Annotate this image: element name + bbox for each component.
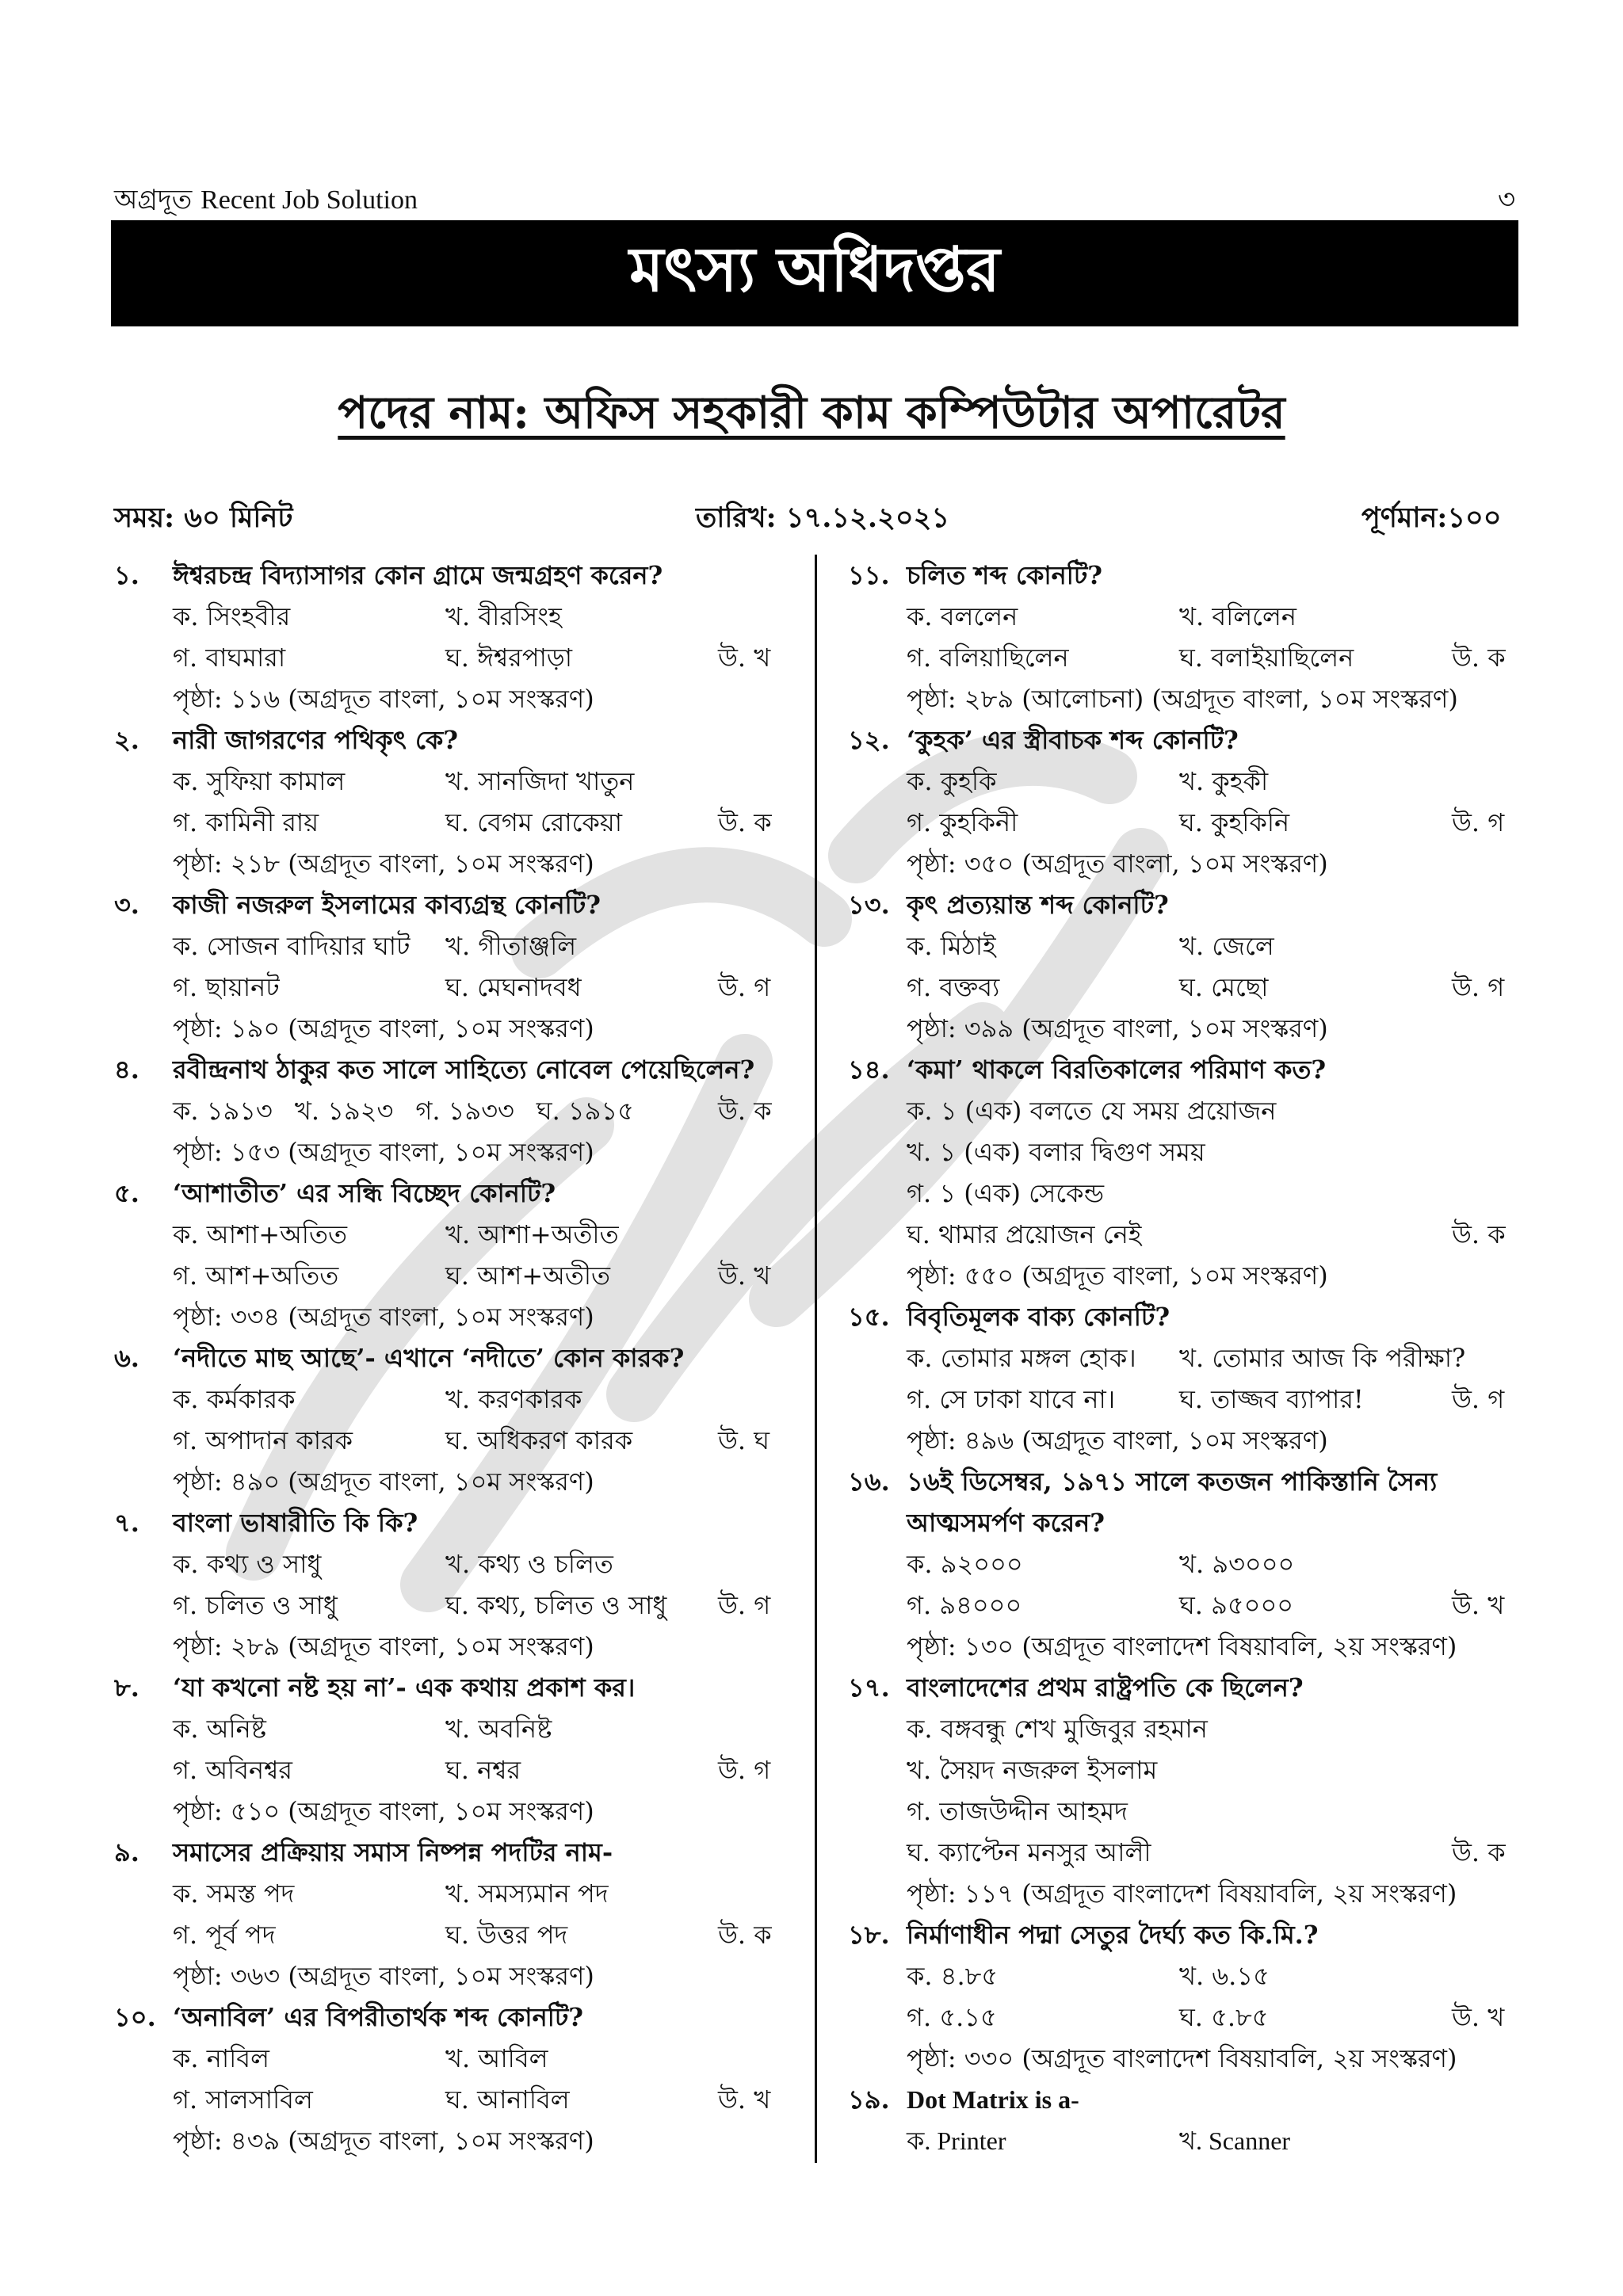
answer-key: উ. গ	[718, 972, 771, 1002]
department-banner	[111, 220, 1518, 326]
options-row	[114, 1914, 799, 1955]
options-row	[848, 925, 1529, 967]
reference-line: পৃষ্ঠা: ৪৯০ (অগ্রদূত বাংলা, ১০ম সংস্করণ)	[173, 1466, 594, 1497]
options-inline	[173, 1090, 656, 1131]
question-text: চলিত শব্দ কোনটি?	[907, 560, 1103, 590]
option-d: ঘ. মেছো	[1179, 972, 1269, 1002]
running-header	[114, 179, 418, 224]
question-number: ১০.	[114, 2002, 156, 2032]
option: ক. বঙ্গবন্ধু শেখ মুজিবুর রহমান	[907, 1714, 1208, 1744]
option-a: ক. সমস্ত পদ	[173, 1878, 295, 1909]
option-d: ঘ. আশ+অতীত	[445, 1261, 611, 1291]
question-item	[114, 719, 799, 884]
option-b: খ. জেলে	[1179, 931, 1274, 961]
question-text: নারী জাগরণের পথিকৃৎ কে?	[173, 725, 459, 755]
options-row	[114, 802, 799, 843]
option-row	[848, 1173, 1529, 1214]
answer-key: উ. গ	[718, 1755, 771, 1785]
question-item	[114, 1997, 799, 2161]
question-item	[848, 2079, 1529, 2161]
question-number: ৬.	[114, 1343, 139, 1373]
reference-line: পৃষ্ঠা: ১১৭ (অগ্রদূত বাংলাদেশ বিষয়াবলি, ২য় সংস্করণ)	[907, 1878, 1457, 1909]
option: গ. তাজউদ্দীন আহমদ	[907, 1796, 1128, 1826]
full-marks: পূর্ণমান:১০০	[1361, 502, 1502, 534]
question-number: ২.	[114, 725, 139, 755]
option-c: গ. ৫.১৫	[907, 2002, 997, 2032]
question-text: Dot Matrix is a-	[907, 2085, 1079, 2114]
question-item	[848, 1914, 1529, 2079]
question-text: বাংলা ভাষারীতি কি কি?	[173, 1508, 418, 1538]
question-item	[848, 555, 1529, 719]
option: খ. ১৯২৩	[294, 1096, 394, 1126]
option-c: গ. ৯৪০০০	[907, 1590, 1022, 1620]
question-text: কৃৎ প্রত্যয়ান্ত শব্দ কোনটি?	[907, 890, 1169, 920]
question-item	[114, 1832, 799, 1997]
question-line	[848, 2079, 1529, 2120]
question-item	[848, 1667, 1529, 1914]
options-row	[114, 967, 799, 1008]
option-b: খ. কথ্য ও চলিত	[445, 1549, 613, 1579]
answer-key: উ. ঘ	[718, 1425, 770, 1455]
question-line	[114, 1667, 799, 1708]
page-number: ৩	[1498, 184, 1516, 215]
option-a: ক. কথ্য ও সাধু	[173, 1549, 322, 1579]
question-item	[114, 1049, 799, 1173]
option-d: ঘ. আনাবিল	[445, 2084, 570, 2115]
option-d: ঘ. ৫.৮৫	[1179, 2002, 1269, 2032]
question-text: ঈশ্বরচন্দ্র বিদ্যাসাগর কোন গ্রামে জন্মগ্রহণ করেন?	[173, 560, 663, 590]
options-row	[114, 1090, 799, 1131]
options-row	[114, 1708, 799, 1749]
option-b: খ. Scanner	[1179, 2126, 1291, 2155]
option-row	[848, 1749, 1529, 1791]
option-b: খ. তোমার আজ কি পরীক্ষা?	[1179, 1343, 1466, 1373]
answer-key: উ. ক	[1452, 1219, 1506, 1249]
option-a: ক. ৯২০০০	[907, 1549, 1023, 1579]
question-item	[848, 1049, 1529, 1296]
answer-key: উ. খ	[718, 643, 771, 673]
question-line	[114, 1502, 799, 1543]
option-a: ক. Printer	[907, 2126, 1006, 2155]
option: খ. ১ (এক) বলার দ্বিগুণ সময়	[907, 1137, 1205, 1167]
question-text: ‘যা কখনো নষ্ট হয় না’- এক কথায় প্রকাশ কর।	[173, 1672, 636, 1703]
option-a: ক. সুফিয়া কামাল	[173, 766, 346, 796]
question-line	[848, 884, 1529, 925]
question-line	[114, 555, 799, 596]
question-text: ‘আশাতীত’ এর সন্ধি বিচ্ছেদ কোনটি?	[173, 1178, 556, 1208]
option-a: ক. অনিষ্ট	[173, 1714, 266, 1744]
question-item	[848, 1461, 1529, 1667]
options-row	[114, 2038, 799, 2079]
option-d: ঘ. নশ্বর	[445, 1755, 521, 1785]
option-a: ক. বললেন	[907, 601, 1018, 631]
header-brand-bn: অগ্রদূত	[114, 184, 193, 215]
option-c: গ. বাঘমারা	[173, 643, 286, 673]
option-b: খ. সানজিদা খাতুন	[445, 766, 635, 796]
option-c: গ. ছায়ানট	[173, 972, 280, 1002]
question-item	[848, 719, 1529, 884]
reference-line: পৃষ্ঠা: ৫১০ (অগ্রদূত বাংলা, ১০ম সংস্করণ)	[173, 1796, 594, 1826]
question-item	[114, 1337, 799, 1502]
option-c: গ. চলিত ও সাধু	[173, 1590, 338, 1620]
question-item	[848, 884, 1529, 1049]
post-title: পদের নাম: অফিস সহকারী কাম কম্পিউটার অপারেটর	[338, 387, 1285, 439]
right-question-column	[848, 555, 1529, 2161]
question-number: ৪.	[114, 1055, 139, 1085]
option-b: খ. সমস্যমান পদ	[445, 1878, 609, 1909]
question-number: ১৯.	[848, 2084, 890, 2115]
question-line	[114, 1337, 799, 1379]
option-a: ক. নাবিল	[173, 2043, 269, 2073]
option-c: গ. অপাদান কারক	[173, 1425, 353, 1455]
question-number: ৮.	[114, 1672, 139, 1703]
options-row	[114, 1873, 799, 1914]
exam-date: তারিখ: ১৭.১২.২০২১	[696, 502, 950, 534]
question-line	[114, 884, 799, 925]
answer-key: উ. গ	[1452, 972, 1505, 1002]
option-c: গ. আশ+অতিত	[173, 1261, 339, 1291]
answer-key: উ. ক	[1452, 643, 1506, 673]
option-row	[848, 1090, 1529, 1131]
answer-key: উ. খ	[718, 1261, 771, 1291]
question-item	[114, 555, 799, 719]
banner-title: মৎস্য অধিদপ্তর	[629, 234, 1000, 306]
question-number: ১৫.	[848, 1302, 890, 1332]
question-line	[114, 1049, 799, 1090]
header-brand-en: Recent Job Solution	[200, 185, 418, 215]
options-row	[114, 596, 799, 637]
option-b: খ. কুহকী	[1179, 766, 1269, 796]
options-row	[848, 637, 1529, 678]
option-c: গ. সে ঢাকা যাবে না।	[907, 1384, 1116, 1414]
options-row	[114, 1543, 799, 1585]
option-b: খ. গীতাঞ্জলি	[445, 931, 577, 961]
question-line	[114, 1173, 799, 1214]
question-item	[114, 1173, 799, 1337]
option-c: গ. বক্তব্য	[907, 972, 1000, 1002]
question-number: ১৮.	[848, 1920, 890, 1950]
option-c: গ. সালসাবিল	[173, 2084, 313, 2115]
question-number: ১৬.	[848, 1466, 890, 1497]
answer-key: উ. খ	[718, 2084, 771, 2115]
question-number: ১.	[114, 560, 139, 590]
question-line	[848, 1461, 1529, 1502]
answer-key: উ. গ	[1452, 1384, 1505, 1414]
answer-key: উ. ক	[718, 1096, 772, 1126]
reference-line: পৃষ্ঠা: ৪৩৯ (অগ্রদূত বাংলা, ১০ম সংস্করণ)	[173, 2126, 594, 2156]
options-row	[114, 1749, 799, 1791]
question-line	[848, 1049, 1529, 1090]
option-d: ঘ. অধিকরণ কারক	[445, 1425, 633, 1455]
question-number: ৭.	[114, 1508, 139, 1538]
option-d: ঘ. কুহকিনি	[1179, 807, 1290, 837]
question-line	[114, 1832, 799, 1873]
options-row	[114, 1255, 799, 1296]
question-text: সমাসের প্রক্রিয়ায় সমাস নিষ্পন্ন পদটির নাম-	[173, 1837, 613, 1867]
option: খ. সৈয়দ নজরুল ইসলাম	[907, 1755, 1158, 1785]
options-row	[114, 1585, 799, 1626]
question-number: ৯.	[114, 1837, 139, 1867]
option: ঘ. ক্যাপ্টেন মনসুর আলী	[907, 1837, 1151, 1867]
question-number: ১৭.	[848, 1672, 890, 1703]
options-row	[848, 1379, 1529, 1420]
options-row	[114, 1379, 799, 1420]
answer-key: উ. গ	[1452, 807, 1505, 837]
options-row	[848, 802, 1529, 843]
option: গ. ১ (এক) সেকেন্ড	[907, 1178, 1105, 1208]
left-question-column	[114, 555, 799, 2161]
options-row	[114, 925, 799, 967]
answer-key: উ. ক	[718, 807, 772, 837]
option-a: ক. ৪.৮৫	[907, 1961, 999, 1991]
reference-line: পৃষ্ঠা: ১৯০ (অগ্রদূত বাংলা, ১০ম সংস্করণ)	[173, 1013, 594, 1043]
question-number: ১২.	[848, 725, 890, 755]
options-row	[114, 761, 799, 802]
option-b: খ. আবিল	[445, 2043, 548, 2073]
answer-key: উ. খ	[1452, 2002, 1505, 2032]
options-row	[848, 596, 1529, 637]
option-d: ঘ. ৯৫০০০	[1179, 1590, 1294, 1620]
option-b: খ. বীরসিংহ	[445, 601, 562, 631]
reference-line: পৃষ্ঠা: ২১৮ (অগ্রদূত বাংলা, ১০ম সংস্করণ)	[173, 849, 594, 879]
reference-line: পৃষ্ঠা: ৩৫০ (অগ্রদূত বাংলা, ১০ম সংস্করণ)	[907, 849, 1328, 879]
question-text: ১৬ই ডিসেম্বর, ১৯৭১ সালে কতজন পাকিস্তানি সৈন্য	[907, 1466, 1438, 1497]
options-row	[848, 1585, 1529, 1626]
option-d: ঘ. উত্তর পদ	[445, 1920, 568, 1950]
option-a: ক. মিঠাই	[907, 931, 996, 961]
answer-key: উ. খ	[1452, 1590, 1505, 1620]
options-row	[848, 1955, 1529, 1997]
option-a: ক. তোমার মঙ্গল হোক।	[907, 1343, 1136, 1373]
options-row	[114, 637, 799, 678]
question-item	[114, 1502, 799, 1667]
question-text: বাংলাদেশের প্রথম রাষ্ট্রপতি কে ছিলেন?	[907, 1672, 1304, 1703]
option-row	[848, 1131, 1529, 1173]
option-b: খ. অবনিষ্ট	[445, 1714, 552, 1744]
reference-line: পৃষ্ঠা: ২৮৯ (অগ্রদূত বাংলা, ১০ম সংস্করণ)	[173, 1631, 594, 1661]
reference-line: পৃষ্ঠা: ৩৩৪ (অগ্রদূত বাংলা, ১০ম সংস্করণ)	[173, 1302, 594, 1332]
option-a: ক. আশা+অতিত	[173, 1219, 347, 1249]
reference-line: পৃষ্ঠা: ১১৬ (অগ্রদূত বাংলা, ১০ম সংস্করণ)	[173, 684, 594, 714]
option: গ. ১৯৩৩	[415, 1096, 514, 1126]
options-row	[114, 1214, 799, 1255]
option-row	[848, 1214, 1529, 1255]
reference-line: পৃষ্ঠা: ১৫৩ (অগ্রদূত বাংলা, ১০ম সংস্করণ)	[173, 1137, 594, 1167]
option-d: ঘ. বলাইয়াছিলেন	[1179, 643, 1354, 673]
option-d: ঘ. ঈশ্বরপাড়া	[445, 643, 572, 673]
exam-time: সময়: ৬০ মিনিট	[114, 502, 293, 534]
options-row	[848, 2120, 1529, 2161]
option-c: গ. বলিয়াছিলেন	[907, 643, 1069, 673]
question-line	[848, 719, 1529, 761]
question-text: ‘কুহক’ এর স্ত্রীবাচক শব্দ কোনটি?	[907, 725, 1239, 755]
question-text: রবীন্দ্রনাথ ঠাকুর কত সালে সাহিত্যে নোবেল পেয়েছিলেন?	[173, 1055, 755, 1085]
question-line	[848, 1667, 1529, 1708]
options-row	[848, 1337, 1529, 1379]
option-b: খ. আশা+অতীত	[445, 1219, 619, 1249]
option-d: ঘ. তাজ্জব ব্যাপার!	[1179, 1384, 1364, 1414]
reference-line: পৃষ্ঠা: ২৮৯ (আলোচনা) (অগ্রদূত বাংলা, ১০ম সংস্করণ)	[907, 684, 1458, 714]
option: ঘ. থামার প্রয়োজন নেই	[907, 1219, 1142, 1249]
option: ক. ১৯১৩	[173, 1096, 273, 1126]
question-item	[114, 1667, 799, 1832]
question-text: কাজী নজরুল ইসলামের কাব্যগ্রন্থ কোনটি?	[173, 890, 601, 920]
option-b: খ. ৯৩০০০	[1179, 1549, 1295, 1579]
options-row	[848, 1543, 1529, 1585]
question-number: ১৪.	[848, 1055, 890, 1085]
options-row	[848, 967, 1529, 1008]
question-text: ‘নদীতে মাছ আছে’- এখানে ‘নদীতে’ কোন কারক?	[173, 1343, 685, 1373]
question-number: ৩.	[114, 890, 139, 920]
option-d: ঘ. বেগম রোকেয়া	[445, 807, 623, 837]
question-text: নির্মাণাধীন পদ্মা সেতুর দৈর্ঘ্য কত কি.মি.?	[907, 1920, 1319, 1950]
reference-line: পৃষ্ঠা: ৫৫০ (অগ্রদূত বাংলা, ১০ম সংস্করণ)	[907, 1261, 1328, 1291]
option-b: খ. করণকারক	[445, 1384, 582, 1414]
answer-key: উ. গ	[718, 1590, 771, 1620]
reference-line: পৃষ্ঠা: ১৩০ (অগ্রদূত বাংলাদেশ বিষয়াবলি, ২য় সংস্করণ)	[907, 1631, 1457, 1661]
option-row	[848, 1832, 1529, 1873]
reference-line: পৃষ্ঠা: ৩৩০ (অগ্রদূত বাংলাদেশ বিষয়াবলি, ২য় সংস্করণ)	[907, 2043, 1457, 2073]
option-c: গ. কামিনী রায়	[173, 807, 319, 837]
option: ঘ. ১৯১৫	[536, 1096, 634, 1126]
reference-line: পৃষ্ঠা: ৪৯৬ (অগ্রদূত বাংলা, ১০ম সংস্করণ)	[907, 1425, 1328, 1455]
option: ক. ১ (এক) বলতে যে সময় প্রয়োজন	[907, 1096, 1277, 1126]
question-number: ১১.	[848, 560, 890, 590]
option-c: গ. পূর্ব পদ	[173, 1920, 276, 1950]
reference-line: পৃষ্ঠা: ৩৬৩ (অগ্রদূত বাংলা, ১০ম সংস্করণ)	[173, 1961, 594, 1991]
question-text: ‘কমা’ থাকলে বিরতিকালের পরিমাণ কত?	[907, 1055, 1327, 1085]
option-c: গ. কুহকিনী	[907, 807, 1018, 837]
option-b: খ. বলিলেন	[1179, 601, 1296, 631]
options-row	[114, 2079, 799, 2120]
option-c: গ. অবিনশ্বর	[173, 1755, 292, 1785]
answer-key: উ. ক	[718, 1920, 772, 1950]
question-line-cont	[848, 1502, 1529, 1543]
question-number: ১৩.	[848, 890, 890, 920]
question-line	[848, 1296, 1529, 1337]
options-row	[114, 1420, 799, 1461]
question-text: বিবৃতিমূলক বাক্য কোনটি?	[907, 1302, 1170, 1332]
option-row	[848, 1708, 1529, 1749]
question-item	[848, 1296, 1529, 1461]
option-d: ঘ. মেঘনাদবধ	[445, 972, 582, 1002]
question-text: ‘অনাবিল’ এর বিপরীতার্থক শব্দ কোনটি?	[173, 2002, 584, 2032]
column-divider	[815, 555, 817, 2163]
option-b: খ. ৬.১৫	[1179, 1961, 1270, 1991]
option-row	[848, 1791, 1529, 1832]
option-a: ক. কুহকি	[907, 766, 997, 796]
question-line	[848, 555, 1529, 596]
option-a: ক. সিংহবীর	[173, 601, 291, 631]
option-a: ক. সোজন বাদিয়ার ঘাট	[173, 931, 411, 961]
question-number: ৫.	[114, 1178, 139, 1208]
question-line	[114, 1997, 799, 2038]
options-row	[848, 1997, 1529, 2038]
option-d: ঘ. কথ্য, চলিত ও সাধু	[445, 1590, 667, 1620]
question-text-cont: আত্মসমর্পণ করেন?	[907, 1508, 1105, 1538]
question-line	[114, 719, 799, 761]
answer-key: উ. ক	[1452, 1837, 1506, 1867]
option-a: ক. কর্মকারক	[173, 1384, 296, 1414]
question-item	[114, 884, 799, 1049]
options-row	[848, 761, 1529, 802]
question-line	[848, 1914, 1529, 1955]
reference-line: পৃষ্ঠা: ৩৯৯ (অগ্রদূত বাংলা, ১০ম সংস্করণ)	[907, 1013, 1328, 1043]
